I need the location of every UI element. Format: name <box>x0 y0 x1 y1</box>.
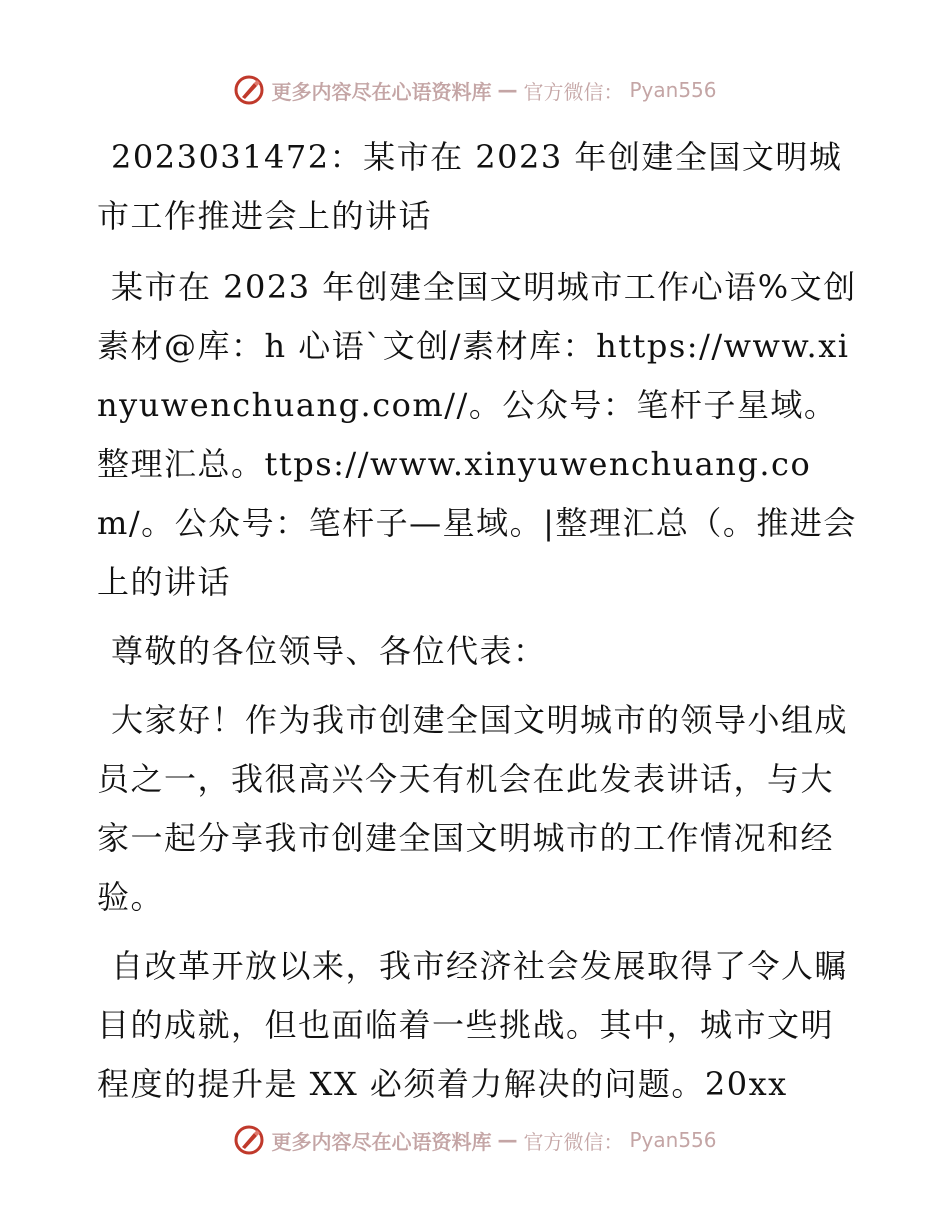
paragraph-background <box>97 937 857 1114</box>
watermark-contact-label: 官方微信： <box>523 79 624 104</box>
paragraph-1 <box>97 258 857 612</box>
header-watermark <box>0 70 950 110</box>
document-title <box>97 128 857 246</box>
watermark-contact-id: Pyan556 <box>629 78 717 102</box>
watermark-text: 更多内容尽在心语资料库 <box>271 1129 492 1154</box>
document-title-text: 2023031472：某市在 2023 年创建全国文明城市工作推进会上的讲话 <box>97 138 843 235</box>
paragraph-greeting-text: 大家好！作为我市创建全国文明城市的领导小组成员之一，我很高兴今天有机会在此发表讲话，与大家一起分享我市创建全国文明城市的工作情况和经验。 <box>97 701 849 916</box>
pen-logo-icon <box>233 1124 265 1156</box>
paragraph-background-text: 自改革开放以来，我市经济社会发展取得了令人瞩目的成就，但也面临着一些挑战。其中，城市文明程度的提升是 XX 必须着力解决的问题。20xx <box>97 947 849 1103</box>
footer-watermark-inner <box>233 1124 716 1156</box>
pen-logo-icon <box>233 74 265 106</box>
watermark-separator: — <box>497 78 518 102</box>
footer-watermark <box>0 1120 950 1160</box>
paragraph-greeting <box>97 691 857 927</box>
watermark-contact-id: Pyan556 <box>629 1128 717 1152</box>
paragraph-1-text: 某市在 2023 年创建全国文明城市工作心语%文创素材@库：h 心语`文创/素材库：https://www.xinyuwenchuang.com//。公众号：笔杆子星域。整理汇总。ttps://www.xinyuwenchuang.com/。公众号：笔杆子—星域。|整理汇总（。推进会上的讲话 <box>97 268 857 601</box>
paragraph-salutation <box>97 622 857 681</box>
header-watermark-inner <box>233 74 716 106</box>
watermark-contact-label: 官方微信： <box>523 1129 624 1154</box>
paragraph-salutation-text: 尊敬的各位领导、各位代表： <box>111 632 547 670</box>
watermark-text: 更多内容尽在心语资料库 <box>271 79 492 104</box>
watermark-separator: — <box>497 1128 518 1152</box>
document-body <box>97 128 857 1124</box>
